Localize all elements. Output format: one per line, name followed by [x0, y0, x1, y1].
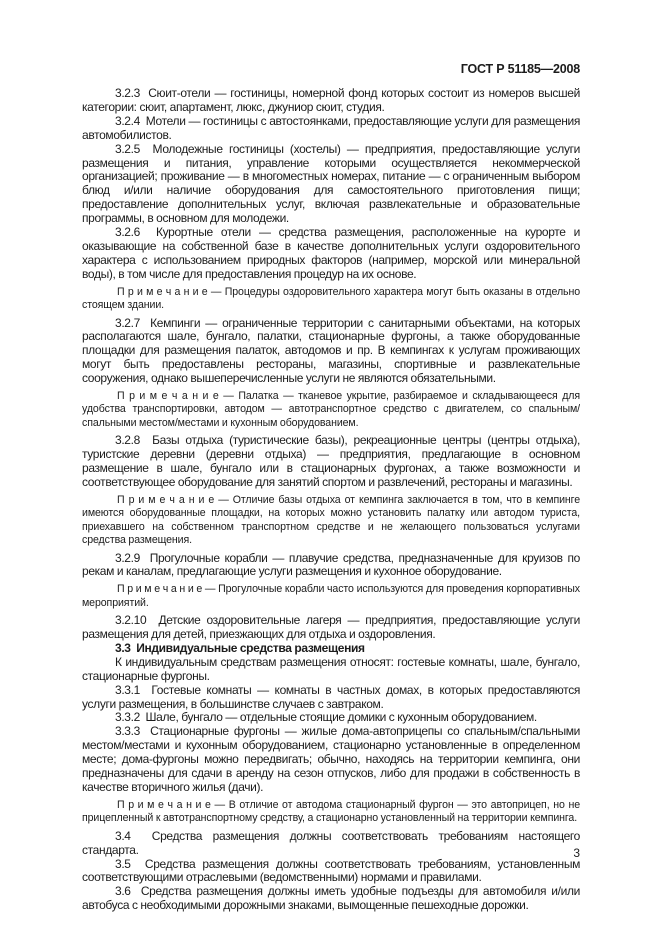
page-header-doc-code: ГОСТ Р 51185—2008	[460, 62, 580, 76]
body-paragraph: 3.2.6 Курортные отели — средства размещения, расположенные на курорте и оказывающие на собственной базе в качестве дополнительных услуги оздоровительного характера с использованием природных факторов (например, морской или минеральной воды), в том числе для предоставления процедур на их основе.	[82, 225, 580, 281]
body-paragraph: 3.3.3 Стационарные фургоны — жилые дома-автоприцепы со спальным/спальными местом/местами и кухонным оборудованием, стационарно установленные в определенном месте; дома-фургоны можно передвигать; обычно, находясь на территории кемпинга, они предназначены для сдачи в аренду на сезон отпусков, либо для продажи в собственность в качестве вторичного жилья (дачи).	[82, 724, 580, 794]
body-paragraph: 3.4 Средства размещения должны соответствовать требованиям настоящего стандарта.	[82, 828, 580, 857]
section-heading: 3.3 Индивидуальные средства размещения	[115, 640, 365, 655]
body-paragraph: 3.2.10 Детские оздоровительные лагеря — предприятия, предоставляющие услуги размещения для детей, приезжающих для отдыха и оздоровления.	[82, 613, 580, 642]
page-number: 3	[573, 846, 580, 860]
body-paragraph: 3.2.8 Базы отдыха (туристические базы), рекреационные центры (центры отдыха), туристские деревни (деревни отдыха) — предприятия, предлагающие в основном размещение в шале, бунгало или в стационарных фургонах, а также возможности и соответствующее оборудование для занятий спортом и развлечений, рестораны и магазины.	[82, 433, 580, 489]
note-paragraph: П р и м е ч а н и е — Процедуры оздоровительного характера могут быть оказаны в отдельно стоящем здании.	[82, 285, 580, 312]
body-paragraph: 3.5 Средства размещения должны соответствовать требованиям, установленным соответствующими отраслевыми (ведомственными) нормами и правилами.	[82, 856, 580, 885]
body-paragraph: 3.2.3 Сюит-отели — гостиницы, номерной фонд которых состоит из номеров высшей категории: сюит, апартамент, люкс, джуниор сюит, студия.	[82, 87, 580, 114]
body-paragraph: 3.2.5 Молодежные гостиницы (хостелы) — предприятия, предоставляющие услуги размещения и питания, управление которыми осуществляется некоммерческой организацией; проживание — в многоместных номерах, питание — с ограниченным выбором блюд и/или наличие оборудования для самостоятельного приготовления пищи; предоставление дополнительных услуг, включая развлекательные и образовательные программы, в основном для молодежи.	[82, 141, 580, 226]
body-paragraph: 3.3.1 Гостевые комнаты — комнаты в частных домах, в которых предоставляются услуги размещения, в большинстве случаев с завтраком.	[82, 682, 580, 711]
body-paragraph: 3.2.7 Кемпинги — ограниченные территории с санитарными объектами, на которых располагаются шале, бунгало, палатки, стационарные фургоны, а также оборудованные площадки для размещения палаток, автодомов и пр. В кемпингах к услугам проживающих могут быть предоставлены рестораны, магазины, спортивные и развлекательные сооружения, однако вышеперечисленные услуги не являются обязательными.	[82, 315, 580, 386]
body-paragraph: К индивидуальным средствам размещения относят: гостевые комнаты, шале, бунгало, стационарные фургоны.	[82, 654, 580, 683]
note-paragraph: П р и м е ч а н и е — В отличие от автодома стационарный фургон — это автоприцеп, но не прицепленный к автотранспортному средству, а стационарно установленный на территории кемпинга.	[82, 798, 580, 825]
body-paragraph: 3.2.4 Мотели — гостиницы с автостоянками, предоставляющие услуги для размещения автомобилистов.	[82, 113, 580, 142]
note-paragraph: П р и м е ч а н и е — Прогулочные корабли часто используются для проведения корпоративных мероприятий.	[82, 583, 580, 609]
note-paragraph: П р и м е ч а н и е — Отличие базы отдыха от кемпинга заключается в том, что в кемпинге имеются оборудованные площадки, на которых можно установить палатку или автодом туриста, приехавшего на собственном транспортном средстве и не желающего пользоваться услугами средства размещения.	[82, 493, 580, 547]
body-paragraph: 3.3.2 Шале, бунгало — отдельные стоящие домики с кухонным оборудованием.	[115, 710, 537, 725]
body-paragraph: 3.6 Средства размещения должны иметь удобные подъезды для автомобиля и/или автобуса с необходимыми дорожными знаками, вымощенные пешеходные дорожки.	[82, 884, 580, 913]
body-paragraph: 3.2.9 Прогулочные корабли — плавучие средства, предназначенные для круизов по рекам и каналам, предлагающие услуги размещения и кухонное оборудование.	[82, 550, 580, 579]
document-body	[82, 87, 580, 913]
note-paragraph: П р и м е ч а н и е — Палатка — тканевое укрытие, разбираемое и складывающееся для удобства транспортировки, автодом — автотранспортное средство с двигателем, со спальным/спальными местом/местами и кухонным оборудованием.	[82, 390, 580, 429]
